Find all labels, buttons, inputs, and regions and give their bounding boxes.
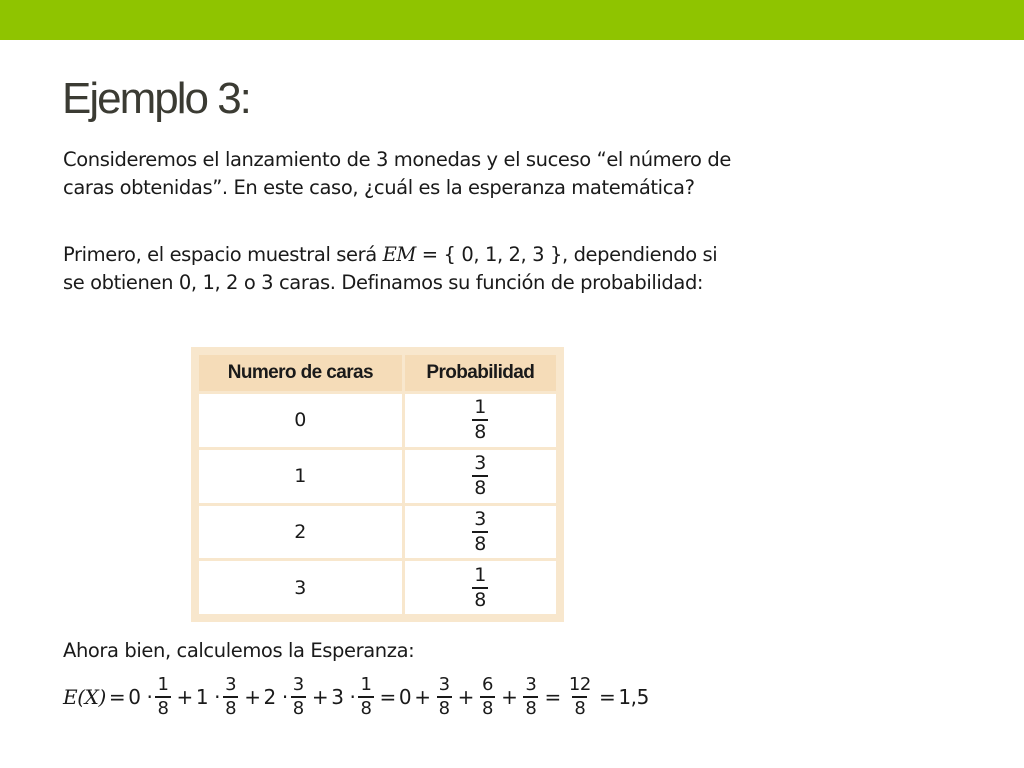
sum-term: 0 xyxy=(398,685,412,709)
probability-cell xyxy=(405,506,556,559)
sample-space-paragraph xyxy=(63,241,743,297)
probability-cell xyxy=(405,450,556,503)
table-row xyxy=(199,394,556,447)
term-fraction xyxy=(155,676,170,718)
plus-sign: + xyxy=(414,685,431,709)
heads-count-cell: 0 xyxy=(199,394,402,447)
fraction-denominator: 8 xyxy=(225,698,237,719)
column-header-heads-count: Numero de caras xyxy=(199,355,402,391)
equals-sign: = xyxy=(379,685,396,709)
sum-fraction xyxy=(437,676,452,718)
fraction-denominator: 8 xyxy=(474,421,487,444)
sample-space-symbol: EM xyxy=(382,243,416,266)
equals-sign: = xyxy=(544,685,561,709)
header-accent-bar xyxy=(0,0,1024,40)
probability-cell xyxy=(405,394,556,447)
plus-sign: + xyxy=(457,685,474,709)
fraction-denominator: 8 xyxy=(360,698,372,719)
fraction-denominator: 8 xyxy=(438,698,450,719)
sample-space-set: = { 0, 1, 2, 3 } xyxy=(416,243,562,266)
probability-fraction xyxy=(472,454,488,498)
fraction-denominator: 8 xyxy=(474,532,487,555)
fraction-denominator: 8 xyxy=(574,698,586,719)
fraction-numerator: 12 xyxy=(568,674,591,695)
fraction-denominator: 8 xyxy=(474,477,487,500)
plus-sign: + xyxy=(176,685,193,709)
fraction-numerator: 3 xyxy=(474,452,487,475)
expectation-intro: Ahora bien, calculemos la Esperanza: xyxy=(63,639,415,662)
term-fraction xyxy=(291,676,306,718)
table-row xyxy=(199,506,556,559)
term-fraction xyxy=(223,676,238,718)
fraction-numerator: 1 xyxy=(360,674,372,695)
term-coefficient: 1 · xyxy=(195,685,221,709)
equals-sign: = xyxy=(108,685,126,709)
plus-sign: + xyxy=(311,685,329,709)
term-coefficient: 3 · xyxy=(331,685,356,709)
sample-space-text-after: , dependiendo si se obtienen 0, 1, 2 o 3 caras. Definamos su función de probabilidad: xyxy=(63,243,718,294)
sample-space-text-before: Primero, el espacio muestral será xyxy=(63,243,383,266)
fraction-numerator: 1 xyxy=(157,674,169,695)
slide-title: Ejemplo 3: xyxy=(62,74,250,123)
fraction-numerator: 3 xyxy=(474,507,487,530)
probability-fraction xyxy=(472,398,488,442)
sum-fraction xyxy=(523,676,538,718)
probability-fraction xyxy=(472,563,488,611)
fraction-numerator: 3 xyxy=(225,674,237,695)
plus-sign: + xyxy=(244,685,261,709)
fraction-denominator: 8 xyxy=(474,588,487,611)
heads-count-cell: 1 xyxy=(199,450,402,503)
heads-count-cell: 2 xyxy=(199,506,402,559)
probability-fraction xyxy=(472,507,488,555)
table-row xyxy=(199,561,556,614)
column-header-probability: Probabilidad xyxy=(405,355,556,391)
term-coefficient: 0 · xyxy=(128,685,153,709)
plus-sign: + xyxy=(501,685,518,709)
term-coefficient: 2 · xyxy=(263,685,288,709)
fraction-denominator: 8 xyxy=(525,698,537,719)
intro-paragraph: Consideremos el lanzamiento de 3 monedas y el suceso “el número de caras obtenidas”. En este caso, ¿cuál es la esperanza matemática? xyxy=(63,148,731,199)
total-fraction xyxy=(567,676,593,718)
fraction-numerator: 1 xyxy=(474,563,487,586)
fraction-denominator: 8 xyxy=(292,698,304,719)
fraction-denominator: 8 xyxy=(482,698,494,719)
fraction-denominator: 8 xyxy=(157,698,169,719)
probability-table xyxy=(191,347,564,622)
formula-lhs: E(X) xyxy=(63,685,106,709)
expectation-result: 1,5 xyxy=(618,685,649,709)
table-row xyxy=(199,450,556,503)
fraction-numerator: 3 xyxy=(525,674,537,695)
fraction-numerator: 3 xyxy=(438,674,450,695)
table-header-row xyxy=(199,355,556,391)
equals-sign: = xyxy=(598,685,616,709)
fraction-numerator: 6 xyxy=(482,674,494,695)
sum-fraction xyxy=(480,676,495,718)
probability-cell xyxy=(405,561,556,614)
fraction-numerator: 3 xyxy=(292,674,304,695)
heads-count-cell: 3 xyxy=(199,561,402,614)
expectation-formula xyxy=(63,676,649,718)
term-fraction xyxy=(358,676,373,718)
fraction-numerator: 1 xyxy=(474,396,487,419)
